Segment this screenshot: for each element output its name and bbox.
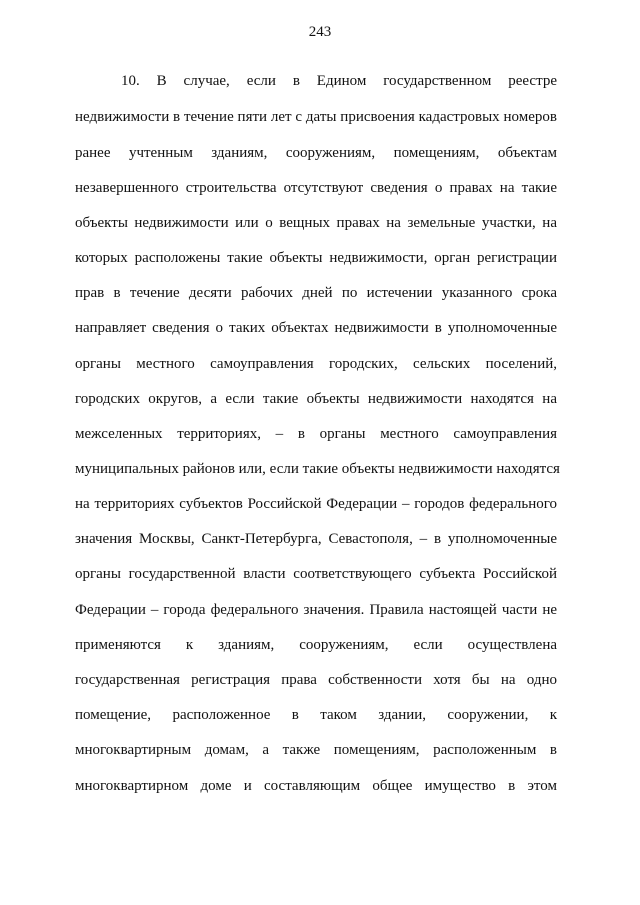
text-line: органы местного самоуправления городских, сельских поселений, bbox=[75, 356, 557, 372]
text-line: органы государственной власти соответствующего субъекта Российской bbox=[75, 566, 557, 582]
text-line: недвижимости в течение пяти лет с даты присвоения кадастровых номеров bbox=[75, 109, 557, 125]
text-line: на территориях субъектов Российской Федерации – городов федерального bbox=[75, 496, 557, 512]
text-line: многоквартирном доме и составляющим общее имущество в этом bbox=[75, 778, 557, 794]
text-line: применяются к зданиям, сооружениям, если осуществлена bbox=[75, 637, 557, 653]
text-line: значения Москвы, Санкт-Петербурга, Севастополя, – в уполномоченные bbox=[75, 531, 557, 547]
text-line: объекты недвижимости или о вещных правах на земельные участки, на bbox=[75, 215, 557, 231]
text-line: 10. В случае, если в Едином государственном реестре bbox=[121, 73, 557, 89]
page-number: 243 bbox=[308, 24, 332, 40]
text-line: прав в течение десяти рабочих дней по истечении указанного срока bbox=[75, 285, 557, 301]
text-line: помещение, расположенное в таком здании, сооружении, к bbox=[75, 707, 557, 723]
text-line: муниципальных районов или, если такие объекты недвижимости находятся bbox=[75, 461, 560, 477]
text-line: государственная регистрация права собственности хотя бы на одно bbox=[75, 672, 557, 688]
text-line: городских округов, а если такие объекты недвижимости находятся на bbox=[75, 391, 557, 407]
text-line: Федерации – города федерального значения. Правила настоящей части не bbox=[75, 602, 557, 618]
text-line: направляет сведения о таких объектах недвижимости в уполномоченные bbox=[75, 320, 557, 336]
text-line: многоквартирным домам, а также помещениям, расположенным в bbox=[75, 742, 557, 758]
text-line: ранее учтенным зданиям, сооружениям, помещениям, объектам bbox=[75, 145, 557, 161]
text-line: которых расположены такие объекты недвижимости, орган регистрации bbox=[75, 250, 557, 266]
text-line: незавершенного строительства отсутствуют сведения о правах на такие bbox=[75, 180, 557, 196]
text-line: межселенных территориях, – в органы местного самоуправления bbox=[75, 426, 557, 442]
